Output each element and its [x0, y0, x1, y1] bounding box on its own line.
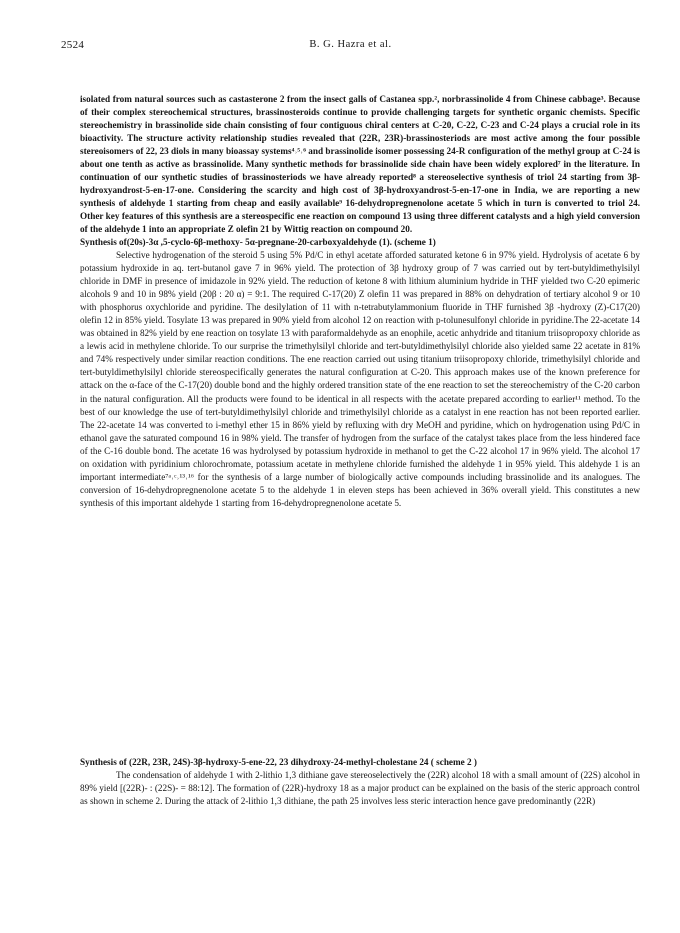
running-head: B. G. Hazra et al.: [309, 39, 392, 50]
section-heading-triol: Synthesis of (22R, 23R, 24S)-3β-hydroxy-5-ene-22, 23 dihydroxy-24-methyl-cholestane 24 ( scheme 2 ): [80, 757, 477, 767]
section-heading-aldehyde: Synthesis of(20s)-3α ,5-cyclo-6β-methoxy- 5α-pregnane-20-carboxyaldehyde (1). (scheme 1): [80, 237, 436, 247]
page-header: [61, 39, 640, 55]
body-paragraph-aldehyde: Selective hydrogenation of the steroid 5 using 5% Pd/C in ethyl acetate afforded saturated ketone 6 in 97% yield. Hydrolysis of acetate 6 by potassium hydroxide in aq. tert-butanol gave 7 in 96% yield. The protection of 3β hydroxy group of 7 was carried out by tert-butyldimethylsilyl chloride in DMF in presence of imidazole in 92% yield. The reduction of ketone 8 with lithium aluminium hydride in THF yielded two C-20 epimeric alcohols 9 and 10 in 98% yield (20β : 20 α) = 9:1. The required C-17(20) Z olefin 11 was prepared in 88% on dehydration of tertiary alcohol 9 or 10 with phosphorus oxychloride and pyridine. The desilylation of 11 with n-tetrabutylammonium fluoride in THF furnished 3β -hydroxy (Z)-C17(20) olefin 12 in 85% yield. Tosylate 13 was prepared in 90% yield from alcohol 12 on reaction with p-tolunesulfonyl chloride in pyridine.The 22-acetate 14 was obtained in 82% yield by ene reaction on tosylate 13 with paraformaldehyde as an enophile, acetic anhydride and titanium triisopropoxy chloride as a lewis acid in methylene chloride. To our surprise the trimethylsilyl chloride and tert-butyldimethylsilyl chloride also yielded same 22 acetate in 81% and 74% respectively under similar reaction conditions. The ene reaction carried out using titanium triisopropoxy chloride, trimethylsilyl chloride and tert-butyldimethylsilyl chloride stereospecifically generates the natural configuration at C-20. This approach makes use of the known preference for attack on the α-face of the C-17(20) double bond and the highly ordered transition state of the ene reaction to set the stereochemistry of the C-20 carbon in the natural configuration. All the products were found to be identical in all respects with the acetate prepared according to earlier¹¹ method. To the best of our knowledge the use of tert-butyldimethylsilyl chloride and trimethylsilyl chloride as a catalyst in ene reaction has not been reported earlier. The 22-acetate 14 was converted to i-methyl ether 15 in 86% yield by refluxing with dry MeOH and pyridine, which on hydrogenation using Pd/C in ethanol gave the saturated compound 16 in 98% yield. The transfer of hydrogen from the surface of the catalyst takes place from the less hindered face of the C-16 double bond. The acetate 16 was hydrolysed by potassium hydroxide in methanol to get the C-22 alcohol 17 in 96% yield. The alcohol 17 on oxidation with pyridinium chlorochromate, potassium acetate in methylene chloride furnished the aldehyde 1 in 95% yield. This aldehyde 1 is an important intermediate⁷ᵃ˒ᶜ˒¹³˒¹⁶ for the synthesis of a large number of biologically active compounds including brassinolide and its analogues. The conversion of 16-dehydropregnenolone acetate 5 to the aldehyde 1 in eleven steps has been achieved in 36% overall yield. This constitutes a new synthesis of this important aldehyde 1 starting from 16-dehydropregnenolone acetate 5.: [80, 250, 641, 508]
intro-paragraph: isolated from natural sources such as castasterone 2 from the insect galls of Castanea spp.², norbrassinolide 4 from Chinese cabbage³. Because of their complex stereochemical structures, brassinosteroids continue to provide challenging targets for synthetic organic chemists. Specific stereochemistry in brassinolide side chain consisting of four contiguous chiral centers at C-20, C-22, C-23 and C-24 plays a crucial role in its bioactivity. The structure activity relationship studies revealed that (22R, 23R)-brassinosteriods are most active among the four possible stereoisomers of 22, 23 diols in many bioassay systems⁴˒⁵˒⁶ and brassinolide isomer possessing 24-R configuration of the methyl group at C-24 is about one tenth as active as brassinolide. Many synthetic methods for brassinolide side chain have been widely explored⁷ in the literature. In continuation of our synthetic studies of brassinosteriods we have already reported⁸ a stereoselective synthesis of triol 24 starting from 3β-hydroxyandrost-5-en-17-one. Considering the scarcity and high cost of 3β-hydroxyandrost-5-en-17-one in India, we are reporting a new synthesis of aldehyde 1 starting from cheap and easily available⁹ 16-dehydropregnenolone acetate 5 which in turn is converted to triol 24. Other key features of this synthesis are a stereospecific ene reaction on compound 13 using three different catalysts and a high yield conversion of the aldehyde 1 into an appropriate Z olefin 21 by Wittig reaction on compound 20.: [80, 94, 640, 235]
page-number: 2524: [61, 39, 85, 51]
body-paragraph-triol: The condensation of aldehyde 1 with 2-lithio 1,3 dithiane gave stereoselectively the (22R) alcohol 18 with a small amount of (22S) alcohol in 89% yield [(22R)- : (22S)- = 88:12]. The formation of (22R)-hydroxy 18 as a major product can be explained on the basis of the steric approach control as shown in scheme 2. During the attack of 2-lithio 1,3 dithiane, the path 25 involves less steric interaction hence gave predominantly (22R): [80, 770, 640, 807]
